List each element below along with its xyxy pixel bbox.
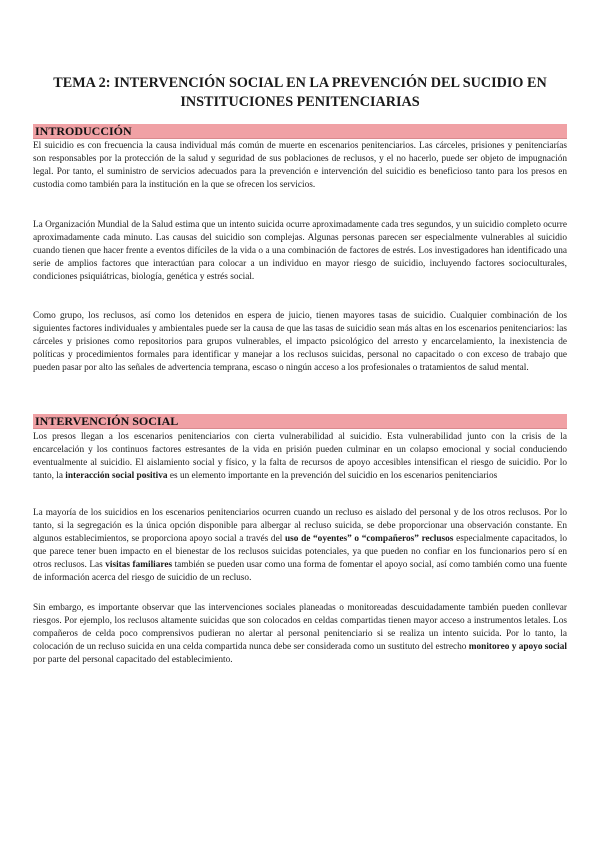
bold-phrase: uso de “oyentes” o “compañeros” reclusos <box>284 534 454 545</box>
paragraph-text: también se pueden usar como una forma de fomentar el apoyo social, así como también como una fuente de información acerca del riesgo de suicidio de un recluso. <box>33 560 568 584</box>
paragraph-text: Sin embargo, es importante observar que las intervenciones sociales planeadas o monitoreadas descuidadamente también pueden conllevar riesgos. Por ejemplo, los reclusos altamente suicidas que son colocados en celdas compartidas tienen mayor acceso a instrumentos letales. Los compañeros de celda poco comprensivos pudieran no alertar al personal penitenciario si se realiza un intento suicida. Por lo tanto, la colocación de un recluso suicida en una celda compartida nunca debe ser considerada como un sustituto del estrecho <box>33 603 567 653</box>
paragraph <box>33 507 567 586</box>
paragraph-text: Como grupo, los reclusos, así como los detenidos en espera de juicio, tienen mayores tasas de suicidio. Cualquier combinación de los siguientes factores individuales y ambientales puede ser la causa de que las tasas de suicidio sean más altas en los escenarios penitenciarios: las cárceles y prisiones como repositorios para grupos vulnerables, el impacto psicológico del arresto y encarcelamiento, la inexistencia de políticas y procedimientos formales para identificar y manejar a los reclusos suicidas, personal no capacitado o con exceso de trabajo que pueden pasar por alto las señales de advertencia temprana, escaso o ningún acceso a los profesionales o tratamientos de salud mental. <box>33 311 567 374</box>
section-heading-introduccion: INTRODUCCIÓN <box>33 124 567 139</box>
paragraph-text: La mayoría de los suicidios en los escenarios penitenciarios ocurren cuando un recluso es aislado del personal y de los otros reclusos. Por lo tanto, si la segregación es la única opción disponible para albergar al recluso suicida, se debe proporcionar una observación constante. En algunos establecimientos, se proporciona apoyo social a través del <box>33 508 567 545</box>
paragraph <box>33 310 567 375</box>
paragraph <box>33 431 567 483</box>
bold-phrase: monitoreo y apoyo social <box>468 642 568 653</box>
paragraph-text: La Organización Mundial de la Salud estima que un intento suicida ocurre aproximadamente cada tres segundos, y un suicidio completo ocurre aproximadamente cada minuto. Las causas del suicidio son complejas. Algunas personas parecen ser especialmente vulnerables al suicidio cuando tienen que hacer frente a eventos difíciles de la vida o a una combinación de factores de estrés. Los investigadores han identificado una serie de amplios factores que interactúan para colocar a un individuo en mayor riesgo de suicidio, incluyendo factores socioculturales, condiciones psiquiátricas, biología, genética y estrés social. <box>33 220 567 283</box>
paragraph-text: por parte del personal capacitado del establecimiento. <box>33 655 233 666</box>
section-heading-intervencion-social: INTERVENCIÓN SOCIAL <box>33 414 567 429</box>
bold-phrase: interacción social positiva <box>65 471 168 482</box>
paragraph-text: es un elemento importante en la prevención del suicidio en los escenarios penitenciarios <box>167 471 498 482</box>
paragraph-text: especialmente capacitados, lo que parece tener buen impacto en el bienestar de los reclusos suicidas potenciales, ya que pueden no confiar en los funcionarios pero sí en otros reclusos. Las <box>33 534 568 571</box>
paragraph-text: El suicidio es con frecuencia la causa individual más común de muerte en escenarios penitenciarios. Las cárceles, prisiones y penitenciarías son responsables por la protección de la salud y seguridad de sus poblaciones de reclusos, y el no hacerlo, puede ser objeto de impugnación legal. Por tanto, el suministro de servicios adecuados para la prevención e intervención del suicidio es beneficioso tanto para los presos en custodia como también para la institución en la que se ofrecen los servicios. <box>33 141 567 191</box>
paragraph <box>33 602 567 667</box>
bold-phrase: visitas familiares <box>105 560 173 571</box>
paragraph <box>33 219 567 284</box>
paragraph-text: Los presos llegan a los escenarios penitenciarios con cierta vulnerabilidad al suicidio. Esta vulnerabilidad junto con la crisis de la encarcelación y los continuos factores estresantes de la vida en prisión pueden culminar en un colapso emocional y social conduciendo eventualmente al suicidio. El aislamiento social y físico, y la falta de recursos de apoyo accesibles intensifican el riesgo de suicidio. Por lo tanto, la <box>33 432 567 482</box>
document-title: TEMA 2: INTERVENCIÓN SOCIAL EN LA PREVENCIÓN DEL SUCIDIO EN INSTITUCIONES PENITENCIARIAS <box>53 75 547 110</box>
paragraph <box>33 140 567 192</box>
